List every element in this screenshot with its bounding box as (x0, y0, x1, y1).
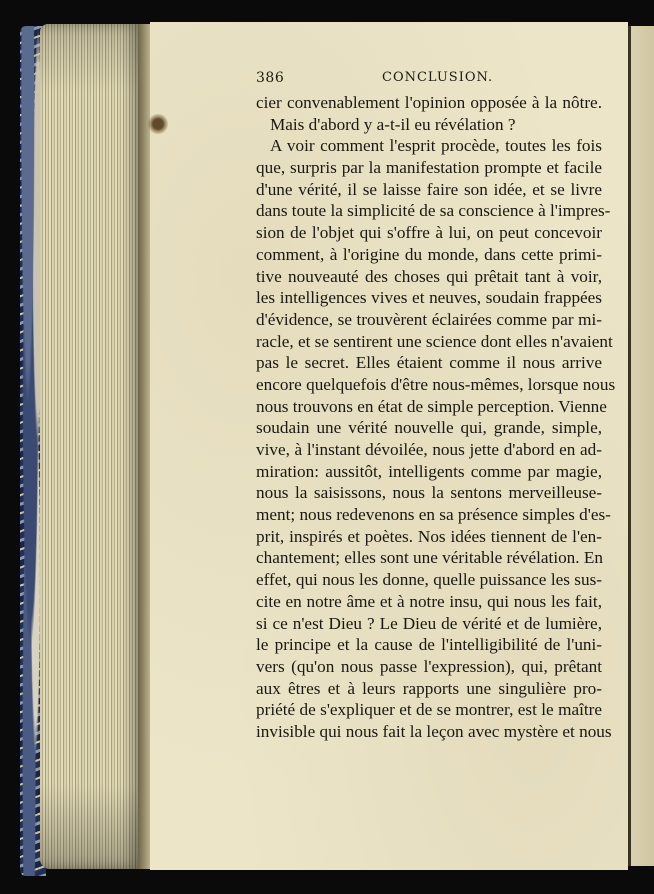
page-block-edges (40, 24, 140, 869)
text-line: encore quelquefois d'être nous-mêmes, lorsque nous (256, 374, 616, 394)
page-number: 386 (256, 70, 285, 86)
text-line: effet, qui nous les donne, quelle puissance les sus- (256, 570, 602, 590)
text-line: pas le secret. Elles étaient comme il nous arrive (256, 353, 602, 373)
foxing-spot (148, 114, 168, 134)
text-line: dans toute la simplicité de sa conscience à l'impres- (256, 201, 611, 221)
text-line: priété de s'expliquer et de se montrer, est le maître (256, 700, 602, 720)
text-line: racle, et se sentirent une science dont elles n'avaient (256, 331, 613, 351)
text-line: A voir comment l'esprit procède, toutes les fois (270, 136, 602, 156)
text-line: que, surpris par la manifestation prompte et facile (256, 158, 602, 178)
text-line: cite en notre âme et à notre insu, qui nous les fait, (256, 591, 602, 611)
facing-page-edge (628, 26, 654, 866)
body-text (256, 92, 616, 743)
text-line: nous trouvons en état de simple perception. Vienne (256, 396, 607, 416)
text-line: les intelligences vives et neuves, soudain frappées (256, 288, 602, 308)
running-title: CONCLUSION. (382, 70, 494, 85)
text-line: prit, inspirés et poètes. Nos idées tiennent de l'en- (256, 526, 602, 546)
text-line: tive nouveauté des choses qui prêtait tant à voir, (256, 266, 602, 286)
running-head (256, 70, 600, 90)
text-line: d'une vérité, il se laisse faire son idée, et se livre (256, 179, 602, 199)
text-line: miration: aussitôt, intelligents comme par magie, (256, 461, 602, 481)
text-line: ment; nous redevenons en sa présence simples d'es- (256, 505, 611, 525)
text-line: soudain une vérité nouvelle qui, grande, simple, (256, 418, 602, 438)
text-line: comment, à l'origine du monde, dans cette primi- (256, 244, 602, 264)
text-line: vers (qu'on nous passe l'expression), qui, prêtant (256, 656, 602, 676)
text-line: aux êtres et à leurs rapports une singulière pro- (256, 678, 602, 698)
text-line: d'évidence, se trouvèrent éclairées comme par mi- (256, 309, 602, 329)
text-line: sion de l'objet qui s'offre à lui, on peut concevoir (256, 223, 602, 243)
text-line: si ce n'est Dieu ? Le Dieu de vérité et de lumière, (256, 613, 602, 633)
text-line: vive, à l'instant dévoilée, nous jette d'abord en ad- (256, 440, 602, 459)
text-line: invisible qui nous fait la leçon avec mystère et nous (256, 721, 612, 741)
text-line: cier convenablement l'opinion opposée à la nôtre. (256, 93, 602, 112)
text-line: nous la saisissons, nous la sentons merveilleuse- (256, 483, 602, 503)
text-line: Mais d'abord y a-t-il eu révélation ? (270, 114, 516, 134)
text-line: le principe et la cause de l'intelligibilité de l'uni- (256, 635, 602, 655)
text-line: chantement; elles sont une véritable révélation. En (256, 548, 603, 568)
